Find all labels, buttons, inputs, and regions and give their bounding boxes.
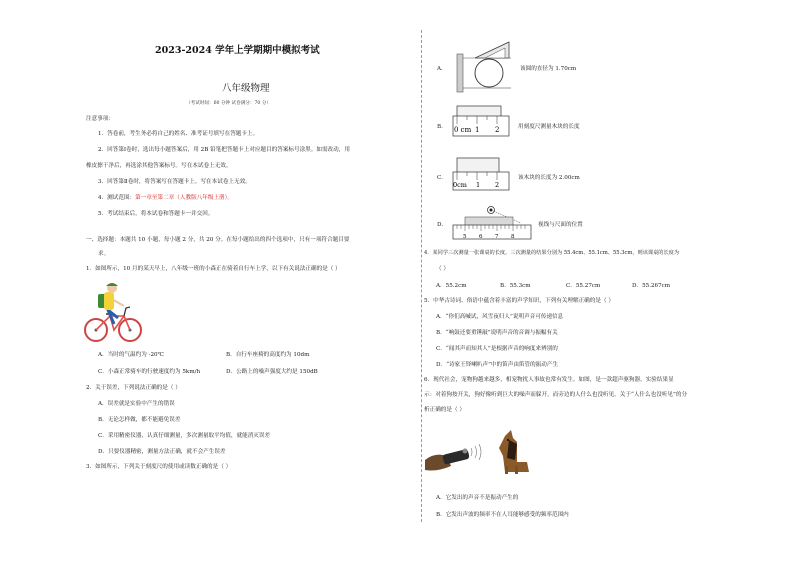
notice-2-cont: 橡皮擦干净后，再选涂其他答案标号。写在本试卷上无效。 xyxy=(86,163,232,169)
notice-5: 5．考试结束后，将本试卷和答题卡一并交回。 xyxy=(98,211,214,217)
exam-subtitle: 八年级物理 xyxy=(222,83,270,94)
q5-stem: 5．中华古诗词、俗语中蕴含着丰富的声学知识，下列有关理解正确的是（ ） xyxy=(424,298,614,304)
q3-option-a-label: A． xyxy=(437,66,447,72)
q1-option-b: B．自行车座椅的高度约为 10dm xyxy=(226,352,310,358)
q3-option-a-text: 该圆的直径为 1.70cm xyxy=(520,66,577,72)
ruler-d-label-5: 5 xyxy=(463,234,467,240)
q5-option-d: D．“诗家王铎喇叭声”中的笛声由笛管的振动产生 xyxy=(436,362,559,368)
q4-option-b: B．55.3cm xyxy=(500,283,531,289)
q3-option-c-label: C． xyxy=(437,175,447,181)
q5-option-b: B．“响鼓还要重锤敲”说明声音的音调与振幅有关 xyxy=(436,330,558,336)
q4-option-c: C．55.27cm xyxy=(566,283,601,289)
q2-option-a: A．误差就是实验中产生的错误 xyxy=(98,401,175,407)
q5-option-c: C．“闻其声而知其人”是根据声音的响度来辨别的 xyxy=(436,346,558,352)
q3-stem: 3．如图所示，下列关于刻度尺的使用或读数正确的是（ ） xyxy=(86,464,232,470)
q3-option-d-label: D． xyxy=(437,222,448,228)
notice-4-label: 4．测试范围： xyxy=(98,195,136,201)
q1-option-d: D．公路上的噪声强度大约是 150dB xyxy=(226,369,318,375)
ruler-c-label-cm: 0cm xyxy=(453,181,467,189)
q3-option-c-text: 该木块的长度为 2.00cm xyxy=(518,175,580,181)
q3-option-b-label: B． xyxy=(437,124,447,130)
ruler-d-label-6: 6 xyxy=(479,234,483,240)
q5-option-a: A．“你们高喊试，风雪夜归人”说明声音可传递信息 xyxy=(436,314,564,320)
q6-option-a: A．它发出的声音不是振动产生的 xyxy=(436,495,519,501)
ruler-b-label-cm: 0 cm xyxy=(454,126,472,134)
q4-stem-cont: （ ） xyxy=(436,266,449,272)
notice-heading: 注意事项： xyxy=(86,116,114,122)
cyclist-image xyxy=(84,280,144,346)
notice-1: 1．答卷前，考生务必将自己的姓名、准考证号填写在答题卡上。 xyxy=(98,131,259,137)
q1-stem: 1．如图所示，10 月的某天早上，八年级一班的小森正在骑着自行车上学，以下有关说法正确的是（ ） xyxy=(86,266,341,272)
ruler-d-label-8: 8 xyxy=(511,234,515,240)
ruler-b-label-1: 1 xyxy=(475,126,480,134)
dog-repeller-image xyxy=(425,426,545,476)
q6-option-b: B．它发出声波的频率不在人耳能够感受的频率范围内 xyxy=(436,512,569,518)
exam-info: （考试时间：60 分钟 试卷满分：70 分） xyxy=(186,101,271,106)
q6-stem: 6．现代社会，宠物狗越来越多，相宠物扰人事故也常有发生。如图，是一款超声驱狗器，实验结果显 xyxy=(424,377,674,383)
ruler-block-figure-c xyxy=(451,158,511,192)
q3-option-b-text: 用刻度尺测量木块的长度 xyxy=(518,124,580,130)
column-divider xyxy=(421,30,422,522)
ruler-d-label-7: 7 xyxy=(495,234,499,240)
scope-red-text: 第一章至第二章（人教版八年级上册）。 xyxy=(135,195,234,201)
q1-option-c: C．小森正常骑车的行驶速度约为 5km/h xyxy=(98,369,201,375)
q4-stem: 4．某同学三次测量一张课桌的长度，三次测量的结果分别为 55.4cm、55.1cm、55.3cm，则该课桌的长度为 xyxy=(424,250,680,256)
q2-option-b: B．无论怎样做，都不能避免误差 xyxy=(98,417,181,423)
exam-title: 2023-2024 学年上学期期中模拟考试 xyxy=(155,45,320,56)
notice-4 xyxy=(98,195,233,202)
ruler-c-label-1: 1 xyxy=(476,181,481,189)
ruler-eye-figure-d xyxy=(451,201,533,243)
q4-option-d: D．55.267cm xyxy=(632,283,671,289)
notice-3: 3．回答第Ⅱ卷时，将答案写在答题卡上。写在本试卷上无效。 xyxy=(98,179,251,185)
circle-triangle-ruler-figure xyxy=(455,42,513,92)
q1-option-a: A．当时的气温约为 -20℃ xyxy=(98,352,164,358)
ruler-block-figure-b xyxy=(451,104,511,138)
section1-heading-cont: 求。 xyxy=(98,251,110,257)
q2-stem: 2．关于误差，下列说法正确的是（ ） xyxy=(86,385,181,391)
q3-option-d-text: 视线与尺面的位置 xyxy=(538,222,583,228)
q6-stem-line2: 示：对着狗按开关，狗好像听到巨大的噪声而躲开，而旁边的人什么也没听见。关于“人什么也没听见”的分 xyxy=(424,392,688,398)
ruler-b-label-2: 2 xyxy=(495,126,500,134)
q4-option-a: A．55.2cm xyxy=(436,283,467,289)
notice-2: 2．回答第Ⅰ卷时，选出每小题答案后，用 2B 铅笔把答题卡上对应题目的答案标号涂黑。如需改动，用 xyxy=(98,147,350,153)
q6-stem-line3: 析正确的是（ ） xyxy=(424,407,465,413)
section1-heading: 一、选择题：本题共 10 小题，每小题 2 分，共 20 分。在每小题给出的四个选项中，只有一项符合题目要 xyxy=(86,237,350,243)
ruler-c-label-2: 2 xyxy=(495,181,500,189)
q2-option-c: C．采用精密仪器，认真仔细测量，多次测量取平均值，就能消灭误差 xyxy=(98,433,271,439)
q2-option-d: D．只要仪器精密，测量方法正确，就不会产生误差 xyxy=(98,449,226,455)
